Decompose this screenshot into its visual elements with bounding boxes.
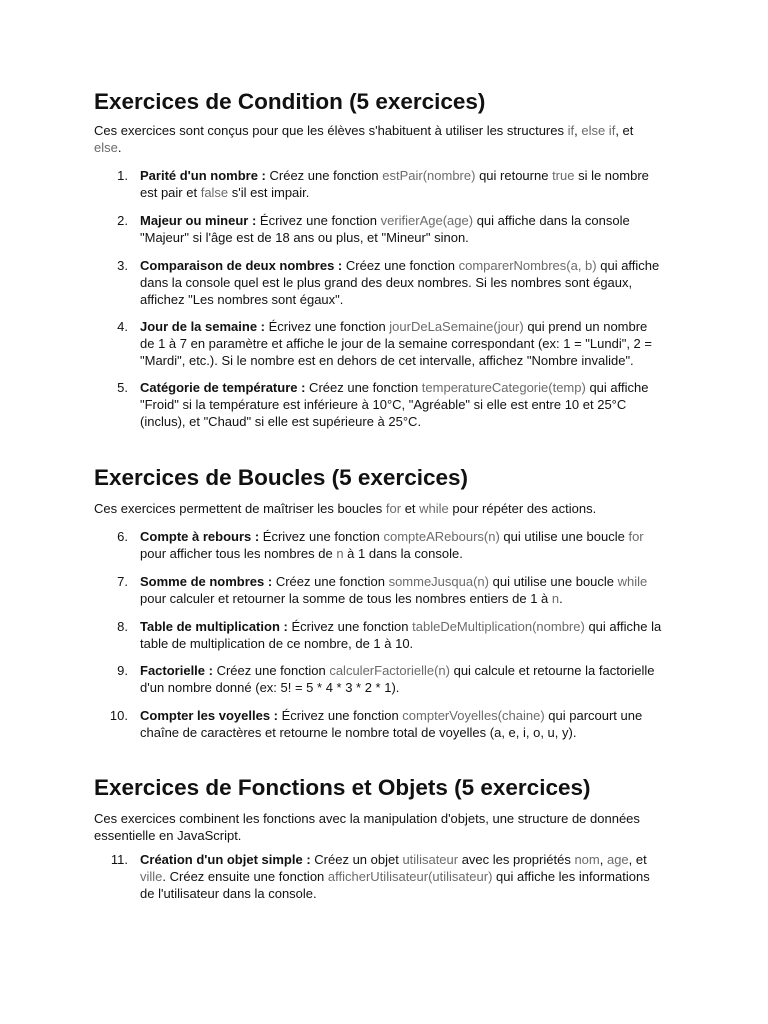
intro-text: Ces exercices permettent de maîtriser les boucles for et while pour répéter des actions. [94, 501, 597, 516]
section-intro [94, 810, 694, 844]
intro-text: Ces exercices combinent les fonctions avec la manipulation d'objets, une structure de données essentielle en JavaScript. [94, 811, 640, 843]
list-item: 6. Compte à rebours : Écrivez une fonction compteARebours(n) qui utilise une boucle for pour afficher tous les nombres de n à 1 dans la console. [117, 529, 644, 561]
list-item: 11. Création d'un objet simple : Créez un objet utilisateur avec les propriétés nom, age, et ville. Créez ensuite une fonction afficherUtilisateur(utilisateur) qui affiche les informations de l'utilisateur dans la console. [110, 852, 650, 901]
section-heading: Exercices de Fonctions et Objets (5 exercices) [94, 775, 591, 800]
section-intro [94, 122, 694, 156]
section-heading: Exercices de Boucles (5 exercices) [94, 465, 468, 490]
section-condition [94, 88, 694, 116]
list-item: 8. Table de multiplication : Écrivez une fonction tableDeMultiplication(nombre) qui affiche la table de multiplication de ce nombre, de 1 à 10. [117, 619, 662, 651]
list-item: 2. Majeur ou mineur : Écrivez une fonction verifierAge(age) qui affiche dans la console "Majeur" si l'âge est de 18 ans ou plus, et "Mineur" sinon. [117, 213, 630, 245]
list-item: 1. Parité d'un nombre : Créez une fonction estPair(nombre) qui retourne true si le nombre est pair et false s'il est impair. [117, 168, 649, 200]
list-item: 5. Catégorie de température : Créez une fonction temperatureCategorie(temp) qui affiche "Froid" si la température est inférieure à 10°C, "Agréable" si elle est entre 10 et 25°C (inclus), et "Chaud" si elle est supérieure à 25°C. [117, 380, 649, 429]
list-item: 9. Factorielle : Créez une fonction calculerFactorielle(n) qui calcule et retourne la factorielle d'un nombre donné (ex: 5! = 5 * 4 * 3 * 2 * 1). [117, 663, 655, 695]
list-item: 3. Comparaison de deux nombres : Créez une fonction comparerNombres(a, b) qui affiche dans la console quel est le plus grand des deux nombres. Si les nombres sont égaux, affichez "Les nombres sont égaux". [117, 258, 660, 307]
section-boucles [94, 464, 694, 492]
section-heading: Exercices de Condition (5 exercices) [94, 89, 486, 114]
list-item: 4. Jour de la semaine : Écrivez une fonction jourDeLaSemaine(jour) qui prend un nombre de 1 à 7 en paramètre et affiche le jour de la semaine correspondant (ex: 1 = "Lundi", 2 = "Mardi", etc.). Si le nombre est en dehors de cet intervalle, affichez "Nombre invalide". [117, 319, 652, 368]
list-item: 10. Compter les voyelles : Écrivez une fonction compterVoyelles(chaine) qui parcourt une chaîne de caractères et retourne le nombre total de voyelles (a, e, i, o, u, y). [109, 708, 643, 740]
intro-text: Ces exercices sont conçus pour que les élèves s'habituent à utiliser les structures if, else if, et else. [94, 123, 634, 155]
section-intro [94, 500, 694, 517]
list-item: 7. Somme de nombres : Créez une fonction sommeJusqua(n) qui utilise une boucle while pour calculer et retourner la somme de tous les nombres entiers de 1 à n. [117, 574, 648, 606]
section-fonctions-objets [94, 774, 694, 802]
